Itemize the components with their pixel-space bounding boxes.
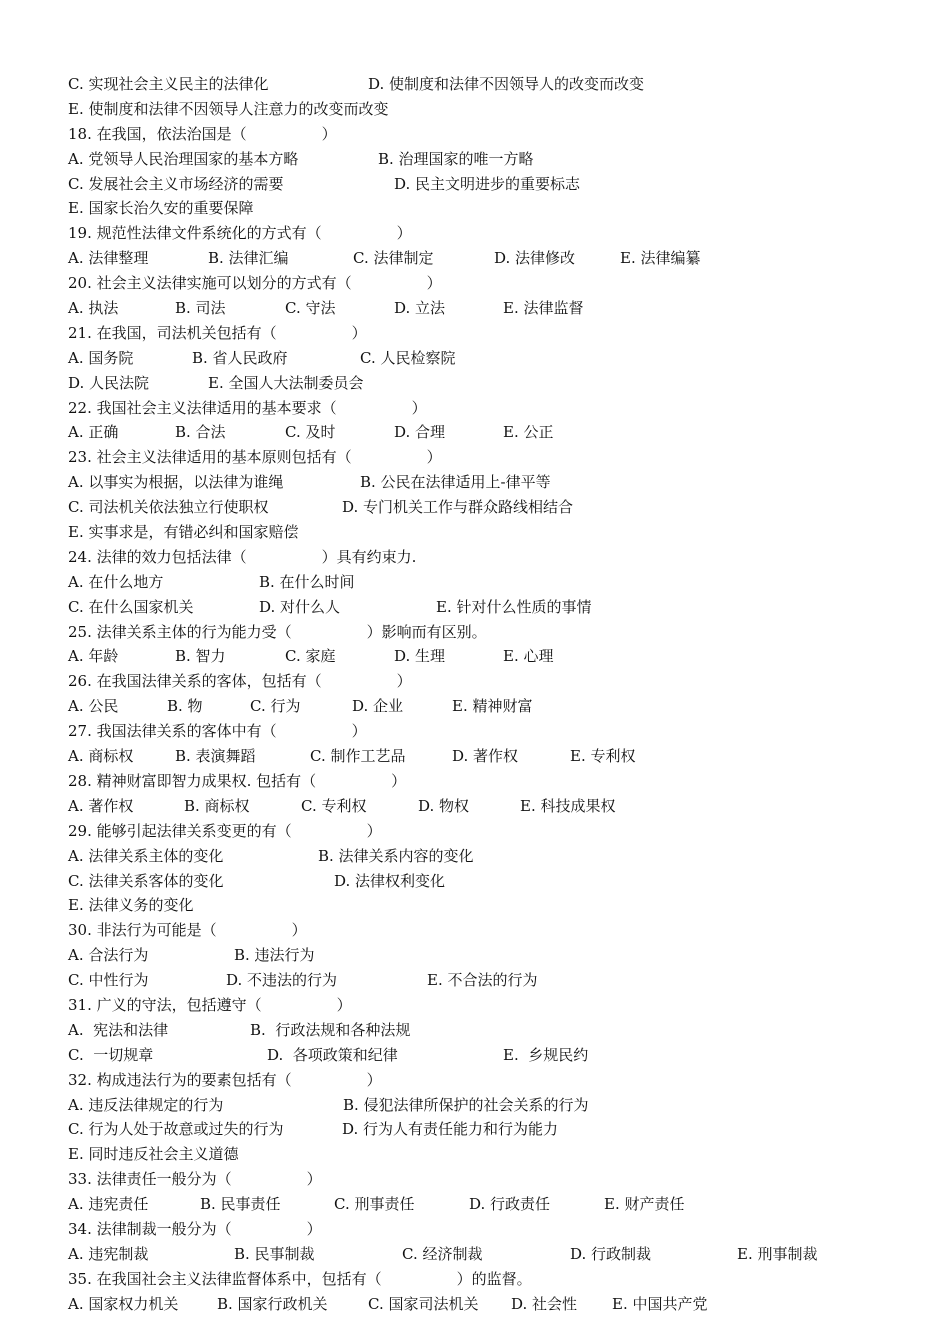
option-text: C. 及时 xyxy=(285,423,336,442)
option-text: D. 法律修改 xyxy=(494,249,576,268)
line-text: 33. 法律责任一般分为（ ） xyxy=(68,1170,322,1189)
text-line xyxy=(68,719,928,744)
option-text: E. 心理 xyxy=(503,647,554,666)
text-line xyxy=(68,1018,928,1043)
text-line xyxy=(68,495,928,520)
line-text: 20. 社会主义法律实施可以划分的方式有（ ） xyxy=(68,274,442,293)
line-text: 28. 精神财富即智力成果权. 包括有（ ） xyxy=(68,771,407,790)
option-text: D. 物权 xyxy=(418,796,470,815)
line-text: 22. 我国社会主义法律适用的基本要求（ ） xyxy=(68,398,427,417)
option-text: B. 国家行政机关 xyxy=(217,1294,328,1313)
option-text: C. 司法机关依法独立行使职权 xyxy=(68,498,269,517)
text-line xyxy=(68,1192,928,1217)
text-line xyxy=(68,196,928,221)
text-line xyxy=(68,371,928,396)
option-text: E. 针对什么性质的事情 xyxy=(436,597,592,616)
line-text: E. 使制度和法律不因领导人注意力的改变而改变 xyxy=(68,99,389,118)
option-text: E. 精神财富 xyxy=(452,697,533,716)
text-line xyxy=(68,520,928,545)
line-text: 25. 法律关系主体的行为能力受（ ）影响而有区别。 xyxy=(68,622,487,641)
option-text: D. 著作权 xyxy=(452,747,519,766)
option-text: B. 在什么时间 xyxy=(259,572,355,591)
option-text: D. 专门机关工作与群众路线相结合 xyxy=(342,498,574,517)
option-text: E. 全国人大法制委员会 xyxy=(208,373,364,392)
text-line xyxy=(68,97,928,122)
text-line xyxy=(68,1267,928,1292)
text-line xyxy=(68,943,928,968)
option-text: C. 一切规章 xyxy=(68,1045,154,1064)
option-text: C. 人民检察院 xyxy=(360,348,456,367)
line-text: 18. 在我国，依法治国是（ ） xyxy=(68,124,337,143)
option-text: D. 行政责任 xyxy=(469,1195,551,1214)
line-text: E. 实事求是，有错必纠和国家赔偿 xyxy=(68,523,299,542)
option-text: A. 著作权 xyxy=(68,796,134,815)
option-text: B. 法律汇编 xyxy=(208,249,289,268)
text-line xyxy=(68,470,928,495)
option-text: C. 制作工艺品 xyxy=(310,747,406,766)
text-line xyxy=(68,72,928,97)
option-text: E. 公正 xyxy=(503,423,554,442)
text-line xyxy=(68,1217,928,1242)
option-text: E. 财产责任 xyxy=(604,1195,685,1214)
line-text: 23. 社会主义法律适用的基本原则包括有（ ） xyxy=(68,448,442,467)
option-text: D. 企业 xyxy=(352,697,404,716)
line-text: 29. 能够引起法律关系变更的有（ ） xyxy=(68,821,382,840)
option-text: D. 合理 xyxy=(394,423,446,442)
option-text: C. 专利权 xyxy=(301,796,367,815)
text-line xyxy=(68,296,928,321)
text-line xyxy=(68,1242,928,1267)
text-line xyxy=(68,396,928,421)
option-text: B. 民事责任 xyxy=(200,1195,281,1214)
option-text: D. 民主文明进步的重要标志 xyxy=(394,174,581,193)
option-text: D. 生理 xyxy=(394,647,446,666)
option-text: B. 公民在法律适用上-律平等 xyxy=(360,473,551,492)
option-text: A. 在什么地方 xyxy=(68,572,164,591)
option-text: C. 行为 xyxy=(250,697,301,716)
text-line xyxy=(68,918,928,943)
text-line xyxy=(68,769,928,794)
line-text: 27. 我国法律关系的客体中有（ ） xyxy=(68,722,367,741)
text-line xyxy=(68,271,928,296)
text-line xyxy=(68,221,928,246)
text-line xyxy=(68,993,928,1018)
option-text: B. 省人民政府 xyxy=(192,348,288,367)
option-text: A. 法律整理 xyxy=(68,249,149,268)
option-text: B. 民事制裁 xyxy=(234,1244,315,1263)
option-text: A. 正确 xyxy=(68,423,119,442)
option-text: B. 治理国家的唯一方略 xyxy=(378,149,534,168)
line-text: 21. 在我国，司法机关包括有（ ） xyxy=(68,323,367,342)
option-text: B. 表演舞蹈 xyxy=(175,747,256,766)
option-text: D. 行政制裁 xyxy=(570,1244,652,1263)
text-line xyxy=(68,694,928,719)
text-line xyxy=(68,570,928,595)
option-text: C. 国家司法机关 xyxy=(368,1294,479,1313)
option-text: C. 经济制裁 xyxy=(402,1244,483,1263)
option-text: B. 商标权 xyxy=(184,796,250,815)
text-line xyxy=(68,321,928,346)
option-text: B. 违法行为 xyxy=(234,946,315,965)
option-text: A. 年龄 xyxy=(68,647,119,666)
text-line xyxy=(68,122,928,147)
text-line xyxy=(68,1043,928,1068)
option-text: C. 法律制定 xyxy=(353,249,434,268)
line-text: 32. 构成违法行为的要素包括有（ ） xyxy=(68,1070,382,1089)
option-text: E. 法律监督 xyxy=(503,299,584,318)
option-text: A. 执法 xyxy=(68,299,119,318)
text-line xyxy=(68,1068,928,1093)
option-text: C. 法律关系客体的变化 xyxy=(68,871,224,890)
option-text: C. 中性行为 xyxy=(68,971,149,990)
option-text: E. 科技成果权 xyxy=(520,796,616,815)
line-text: 26. 在我国法律关系的客体，包括有（ ） xyxy=(68,672,412,691)
option-text: D. 法律权利变化 xyxy=(334,871,446,890)
option-text: A. 违宪责任 xyxy=(68,1195,149,1214)
option-text: B. 行政法规和各种法规 xyxy=(250,1020,411,1039)
option-text: D. 各项政策和纪律 xyxy=(267,1045,398,1064)
text-line xyxy=(68,893,928,918)
option-text: E. 中国共产党 xyxy=(612,1294,708,1313)
text-line xyxy=(68,968,928,993)
line-text: 34. 法律制裁一般分为（ ） xyxy=(68,1219,322,1238)
option-text: B. 司法 xyxy=(175,299,226,318)
text-line xyxy=(68,445,928,470)
option-text: E. 法律编纂 xyxy=(620,249,701,268)
text-line xyxy=(68,1093,928,1118)
option-text: A. 国家权力机关 xyxy=(68,1294,179,1313)
option-text: C. 家庭 xyxy=(285,647,336,666)
option-text: E. 刑事制裁 xyxy=(737,1244,818,1263)
line-text: E. 同时违反社会主义道德 xyxy=(68,1145,239,1164)
option-text: E. 专利权 xyxy=(570,747,636,766)
option-text: A. 国务院 xyxy=(68,348,134,367)
text-line xyxy=(68,869,928,894)
text-line xyxy=(68,595,928,620)
option-text: A. 以事实为根据，以法律为谁绳 xyxy=(68,473,284,492)
document-page xyxy=(68,72,928,1317)
option-text: C. 在什么国家机关 xyxy=(68,597,194,616)
text-line xyxy=(68,669,928,694)
option-text: D. 对什么人 xyxy=(259,597,341,616)
text-line xyxy=(68,545,928,570)
option-text: D. 不违法的行为 xyxy=(226,971,338,990)
option-text: B. 合法 xyxy=(175,423,226,442)
text-line xyxy=(68,1292,928,1317)
option-text: C. 刑事责任 xyxy=(334,1195,415,1214)
line-text: 30. 非法行为可能是（ ） xyxy=(68,921,307,940)
option-text: C. 发展社会主义市场经济的需要 xyxy=(68,174,284,193)
option-text: D. 立法 xyxy=(394,299,446,318)
line-text: 35. 在我国社会主义法律监督体系中，包括有（ ）的监督。 xyxy=(68,1269,532,1288)
option-text: C. 守法 xyxy=(285,299,336,318)
text-line xyxy=(68,346,928,371)
line-text: 24. 法律的效力包括法律（ ）具有约束力. xyxy=(68,547,417,566)
option-text: D. 行为人有责任能力和行为能力 xyxy=(342,1120,559,1139)
text-line xyxy=(68,744,928,769)
option-text: A. 法律关系主体的变化 xyxy=(68,846,224,865)
text-line xyxy=(68,1167,928,1192)
line-text: E. 法律义务的变化 xyxy=(68,896,194,915)
text-line xyxy=(68,794,928,819)
option-text: D. 使制度和法律不因领导人的改变而改变 xyxy=(368,75,645,93)
line-text: 31. 广义的守法，包括遵守（ ） xyxy=(68,995,352,1014)
option-text: B. 物 xyxy=(167,697,203,716)
option-text: A. 违宪制裁 xyxy=(68,1244,149,1263)
text-line xyxy=(68,172,928,197)
option-text: B. 侵犯法律所保护的社会关系的行为 xyxy=(343,1095,589,1114)
text-line xyxy=(68,844,928,869)
option-text: A. 商标权 xyxy=(68,747,134,766)
option-text: A. 宪法和法律 xyxy=(68,1020,169,1039)
line-text: E. 国家长治久安的重要保障 xyxy=(68,199,254,218)
option-text: A. 公民 xyxy=(68,697,119,716)
option-text: A. 党领导人民治理国家的基本方略 xyxy=(68,149,299,168)
option-text: E. 不合法的行为 xyxy=(427,971,538,990)
text-line xyxy=(68,246,928,271)
option-text: A. 合法行为 xyxy=(68,946,149,965)
option-text: D. 人民法院 xyxy=(68,373,150,392)
text-line xyxy=(68,1142,928,1167)
option-text: A. 违反法律规定的行为 xyxy=(68,1095,224,1114)
text-line xyxy=(68,1117,928,1142)
text-line xyxy=(68,620,928,645)
option-text: D. 社会性 xyxy=(511,1294,578,1313)
option-text: B. 法律关系内容的变化 xyxy=(318,846,474,865)
line-text: 19. 规范性法律文件系统化的方式有（ ） xyxy=(68,224,412,243)
text-line xyxy=(68,819,928,844)
option-text: B. 智力 xyxy=(175,647,226,666)
text-line xyxy=(68,420,928,445)
option-text: E. 乡规民约 xyxy=(503,1045,589,1064)
text-line xyxy=(68,644,928,669)
option-text: C. 行为人处于故意或过失的行为 xyxy=(68,1120,284,1139)
text-line xyxy=(68,147,928,172)
option-text: C. 实现社会主义民主的法律化 xyxy=(68,75,269,93)
